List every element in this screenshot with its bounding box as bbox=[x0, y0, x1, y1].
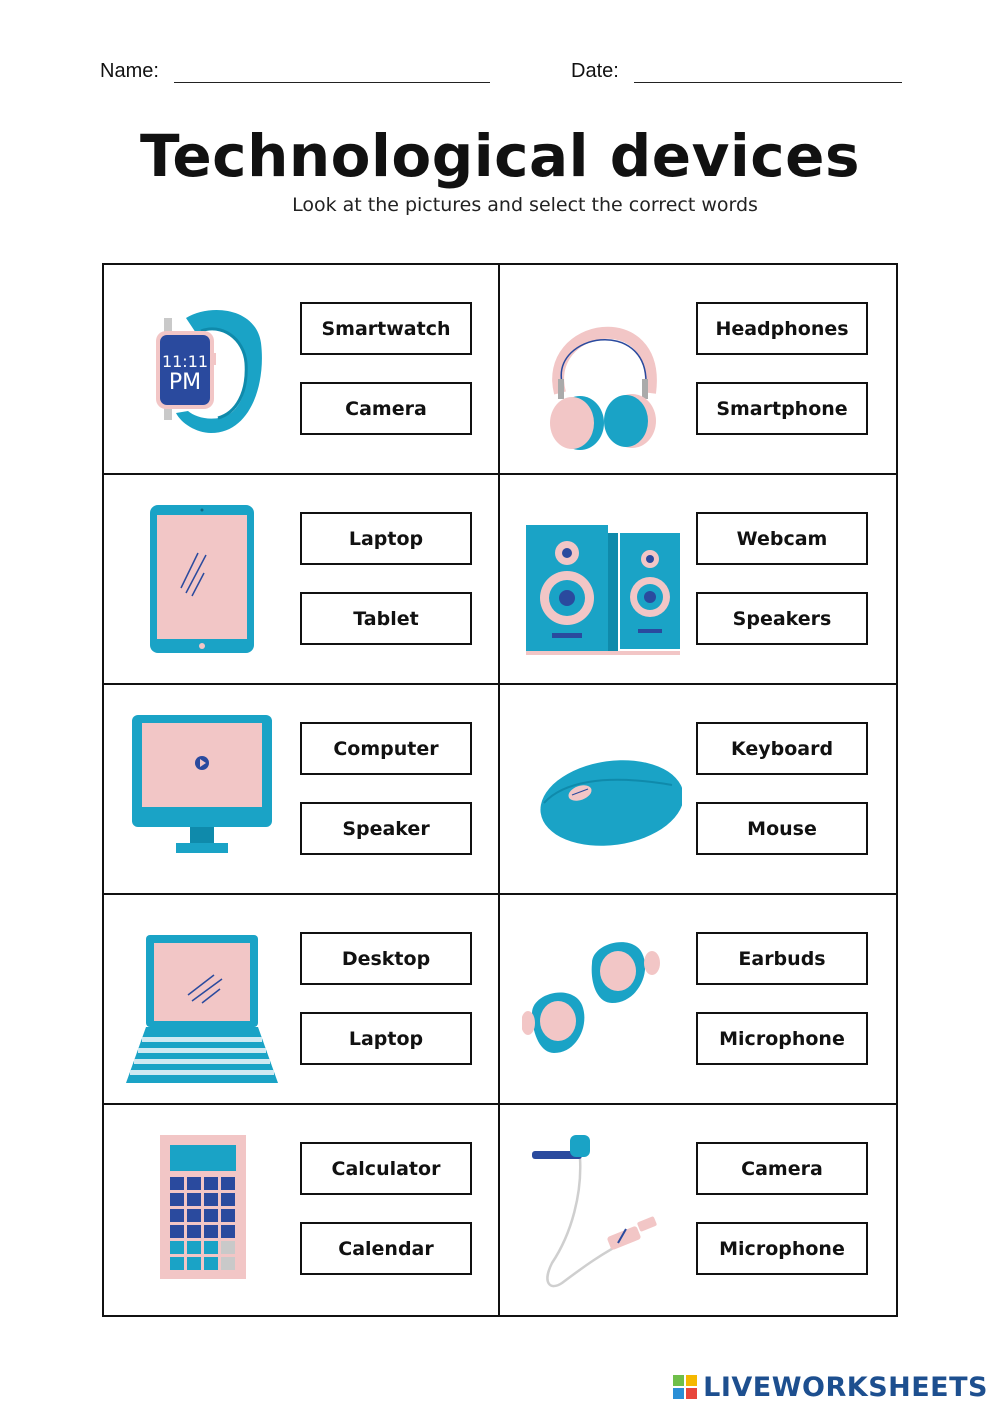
date-label: Date: bbox=[571, 60, 619, 82]
headphones-icon bbox=[522, 283, 682, 453]
name-line[interactable] bbox=[174, 82, 490, 83]
watch-ampm-text: PM bbox=[168, 370, 202, 395]
item-cell bbox=[500, 685, 896, 895]
earbuds-icon bbox=[522, 913, 682, 1083]
option-button[interactable]: Camera bbox=[300, 382, 472, 435]
mouse-icon bbox=[522, 703, 682, 873]
option-button[interactable]: Webcam bbox=[696, 512, 868, 565]
item-cell bbox=[500, 475, 896, 685]
option-button[interactable]: Laptop bbox=[300, 512, 472, 565]
item-cell bbox=[104, 265, 500, 475]
brand-name: LIVEWORKSHEETS bbox=[703, 1372, 988, 1403]
option-button[interactable]: Laptop bbox=[300, 1012, 472, 1065]
option-button[interactable]: Camera bbox=[696, 1142, 868, 1195]
option-button[interactable]: Smartphone bbox=[696, 382, 868, 435]
option-button[interactable]: Headphones bbox=[696, 302, 868, 355]
calculator-icon bbox=[126, 1123, 286, 1293]
liveworksheets-logo-icon bbox=[673, 1375, 699, 1401]
brand-logo bbox=[673, 1372, 988, 1403]
computer-icon bbox=[126, 703, 286, 873]
item-cell bbox=[104, 475, 500, 685]
speakers-icon bbox=[522, 493, 682, 663]
option-button[interactable]: Speaker bbox=[300, 802, 472, 855]
option-button[interactable]: Microphone bbox=[696, 1222, 868, 1275]
item-cell bbox=[500, 1105, 896, 1315]
option-button[interactable]: Calendar bbox=[300, 1222, 472, 1275]
smartwatch-icon bbox=[126, 283, 286, 453]
item-cell bbox=[500, 895, 896, 1105]
microphone-icon bbox=[522, 1123, 682, 1293]
option-button[interactable]: Keyboard bbox=[696, 722, 868, 775]
page-title: Technological devices bbox=[139, 122, 860, 190]
option-button[interactable]: Computer bbox=[300, 722, 472, 775]
option-button[interactable]: Microphone bbox=[696, 1012, 868, 1065]
page-subtitle: Look at the pictures and select the correct words bbox=[292, 194, 758, 216]
laptop-icon bbox=[126, 913, 286, 1083]
item-cell bbox=[500, 265, 896, 475]
option-button[interactable]: Speakers bbox=[696, 592, 868, 645]
option-button[interactable]: Earbuds bbox=[696, 932, 868, 985]
name-label: Name: bbox=[100, 60, 159, 82]
option-button[interactable]: Tablet bbox=[300, 592, 472, 645]
item-cell bbox=[104, 1105, 500, 1315]
option-button[interactable]: Smartwatch bbox=[300, 302, 472, 355]
worksheet-grid bbox=[102, 263, 898, 1317]
option-button[interactable]: Mouse bbox=[696, 802, 868, 855]
tablet-icon bbox=[126, 493, 286, 663]
watch-time-text: 11:11 bbox=[161, 352, 209, 371]
item-cell bbox=[104, 685, 500, 895]
date-line[interactable] bbox=[634, 82, 902, 83]
option-button[interactable]: Calculator bbox=[300, 1142, 472, 1195]
option-button[interactable]: Desktop bbox=[300, 932, 472, 985]
item-cell bbox=[104, 895, 500, 1105]
